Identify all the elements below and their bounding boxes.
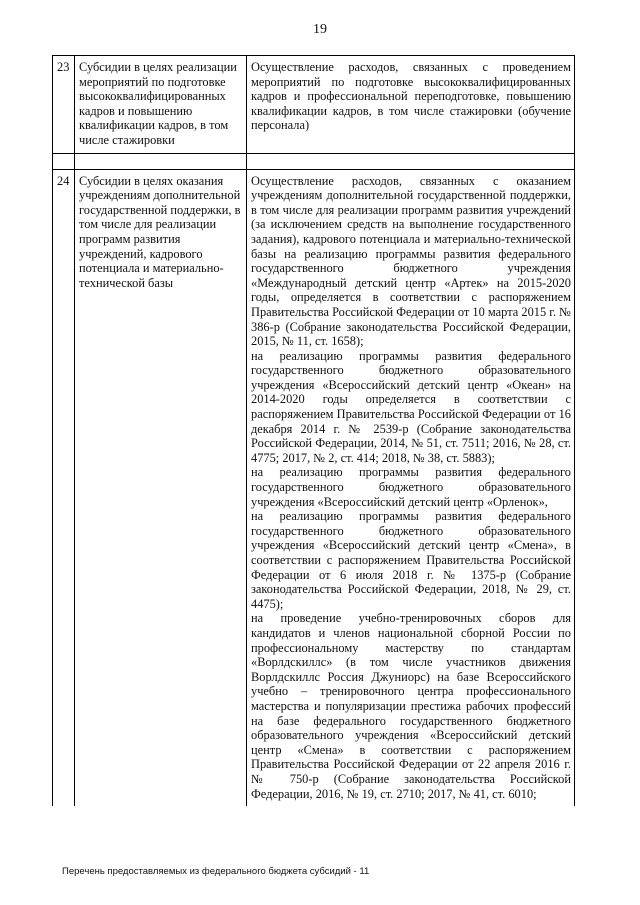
page-number: 19: [313, 22, 327, 37]
table-row: [53, 169, 575, 806]
subsidy-name: Субсидии в целях реализации мероприятий по подготовке высококвалифицированных кадров и повышению квалификации кадров, в том числе стажировки: [75, 56, 247, 154]
subsidy-description: [247, 56, 575, 154]
page-footer: Перечень предоставляемых из федерального бюджета субсидий - 11: [62, 866, 370, 877]
spacer-cell: [53, 153, 75, 169]
subsidy-table: [52, 55, 575, 806]
description-paragraph: на реализацию программы развития федерального государственного бюджетного образовательного учреждения «Всероссийский детский центр «Смена», в соответствии с распоряжением Правительства Российской Федерации от 6 июля 2018 г. № 1375-р (Собрание законодательства Российской Федерации, 2018, № 29, ст. 4475);: [251, 509, 571, 611]
description-paragraph: Осуществление расходов, связанных с проведением мероприятий по подготовке высококвалифицированных кадров и профессиональной переподготовке, повышению квалификации кадров, в том числе стажировки (обучение персонала): [251, 60, 571, 133]
table-row: [53, 56, 575, 154]
description-paragraph: Осуществление расходов, связанных с оказанием учреждениям дополнительной государственной поддержки, в том числе для реализации программ развития учреждений (за исключением средств на выполнение государственного задания), кадрового потенциала и материально-технической базы на реализацию программы развития федерального государственного бюджетного учреждения «Международный детский центр «Артек» на 2015-2020 годы, определяется в соответствии с распоряжением Правительства Российской Федерации от 10 марта 2015 г. № 386-р (Собрание законодательства Российской Федерации, 2015, № 11, ст. 1658);: [251, 173, 571, 349]
description-paragraph: на реализацию программы развития федерального государственного бюджетного образовательного учреждения «Всероссийский детский центр «Океан» на 2014-2020 годы определяется в соответствии с распоряжением Правительства Российской Федерации от 16 декабря 2014 г. № 2539-р (Собрание законодательства Российской Федерации, 2014, № 51, ст. 7511; 2016, № 28, ст. 4775; 2017, № 2, ст. 414; 2018, № 38, ст. 5883);: [251, 348, 571, 465]
description-paragraph: на реализацию программы развития федерального государственного бюджетного образовательного учреждения «Всероссийский детский центр «Орленок»,: [251, 465, 571, 509]
row-number: 23: [53, 56, 75, 154]
spacer-cell: [75, 153, 247, 169]
subsidy-name: Субсидии в целях оказания учреждениям дополнительной государственной поддержки, в том числе для реализации программ развития учреждений, кадрового потенциала и материально-технической базы: [75, 169, 247, 806]
subsidy-description: [247, 169, 575, 806]
spacer-cell: [247, 153, 575, 169]
spacer-row: [53, 153, 575, 169]
description-paragraph: на проведение учебно-тренировочных сборов для кандидатов и членов национальной сборной России по профессиональному мастерству по стандартам «Ворлдскиллс» (в том числе участников движения Ворлдскиллс Россия Джуниорс) на базе Всероссийского учебно – тренировочного центра профессионального мастерства и популяризации престижа рабочих профессий на базе федерального государственного бюджетного образовательного учреждения «Всероссийский детский центр «Смена» в соответствии с распоряжением Правительства Российской Федерации от 22 апреля 2016 г. № 750-р (Собрание законодательства Российской Федерации, 2016, № 19, ст. 2710; 2017, № 41, ст. 6010;: [251, 611, 571, 801]
row-number: 24: [53, 169, 75, 806]
